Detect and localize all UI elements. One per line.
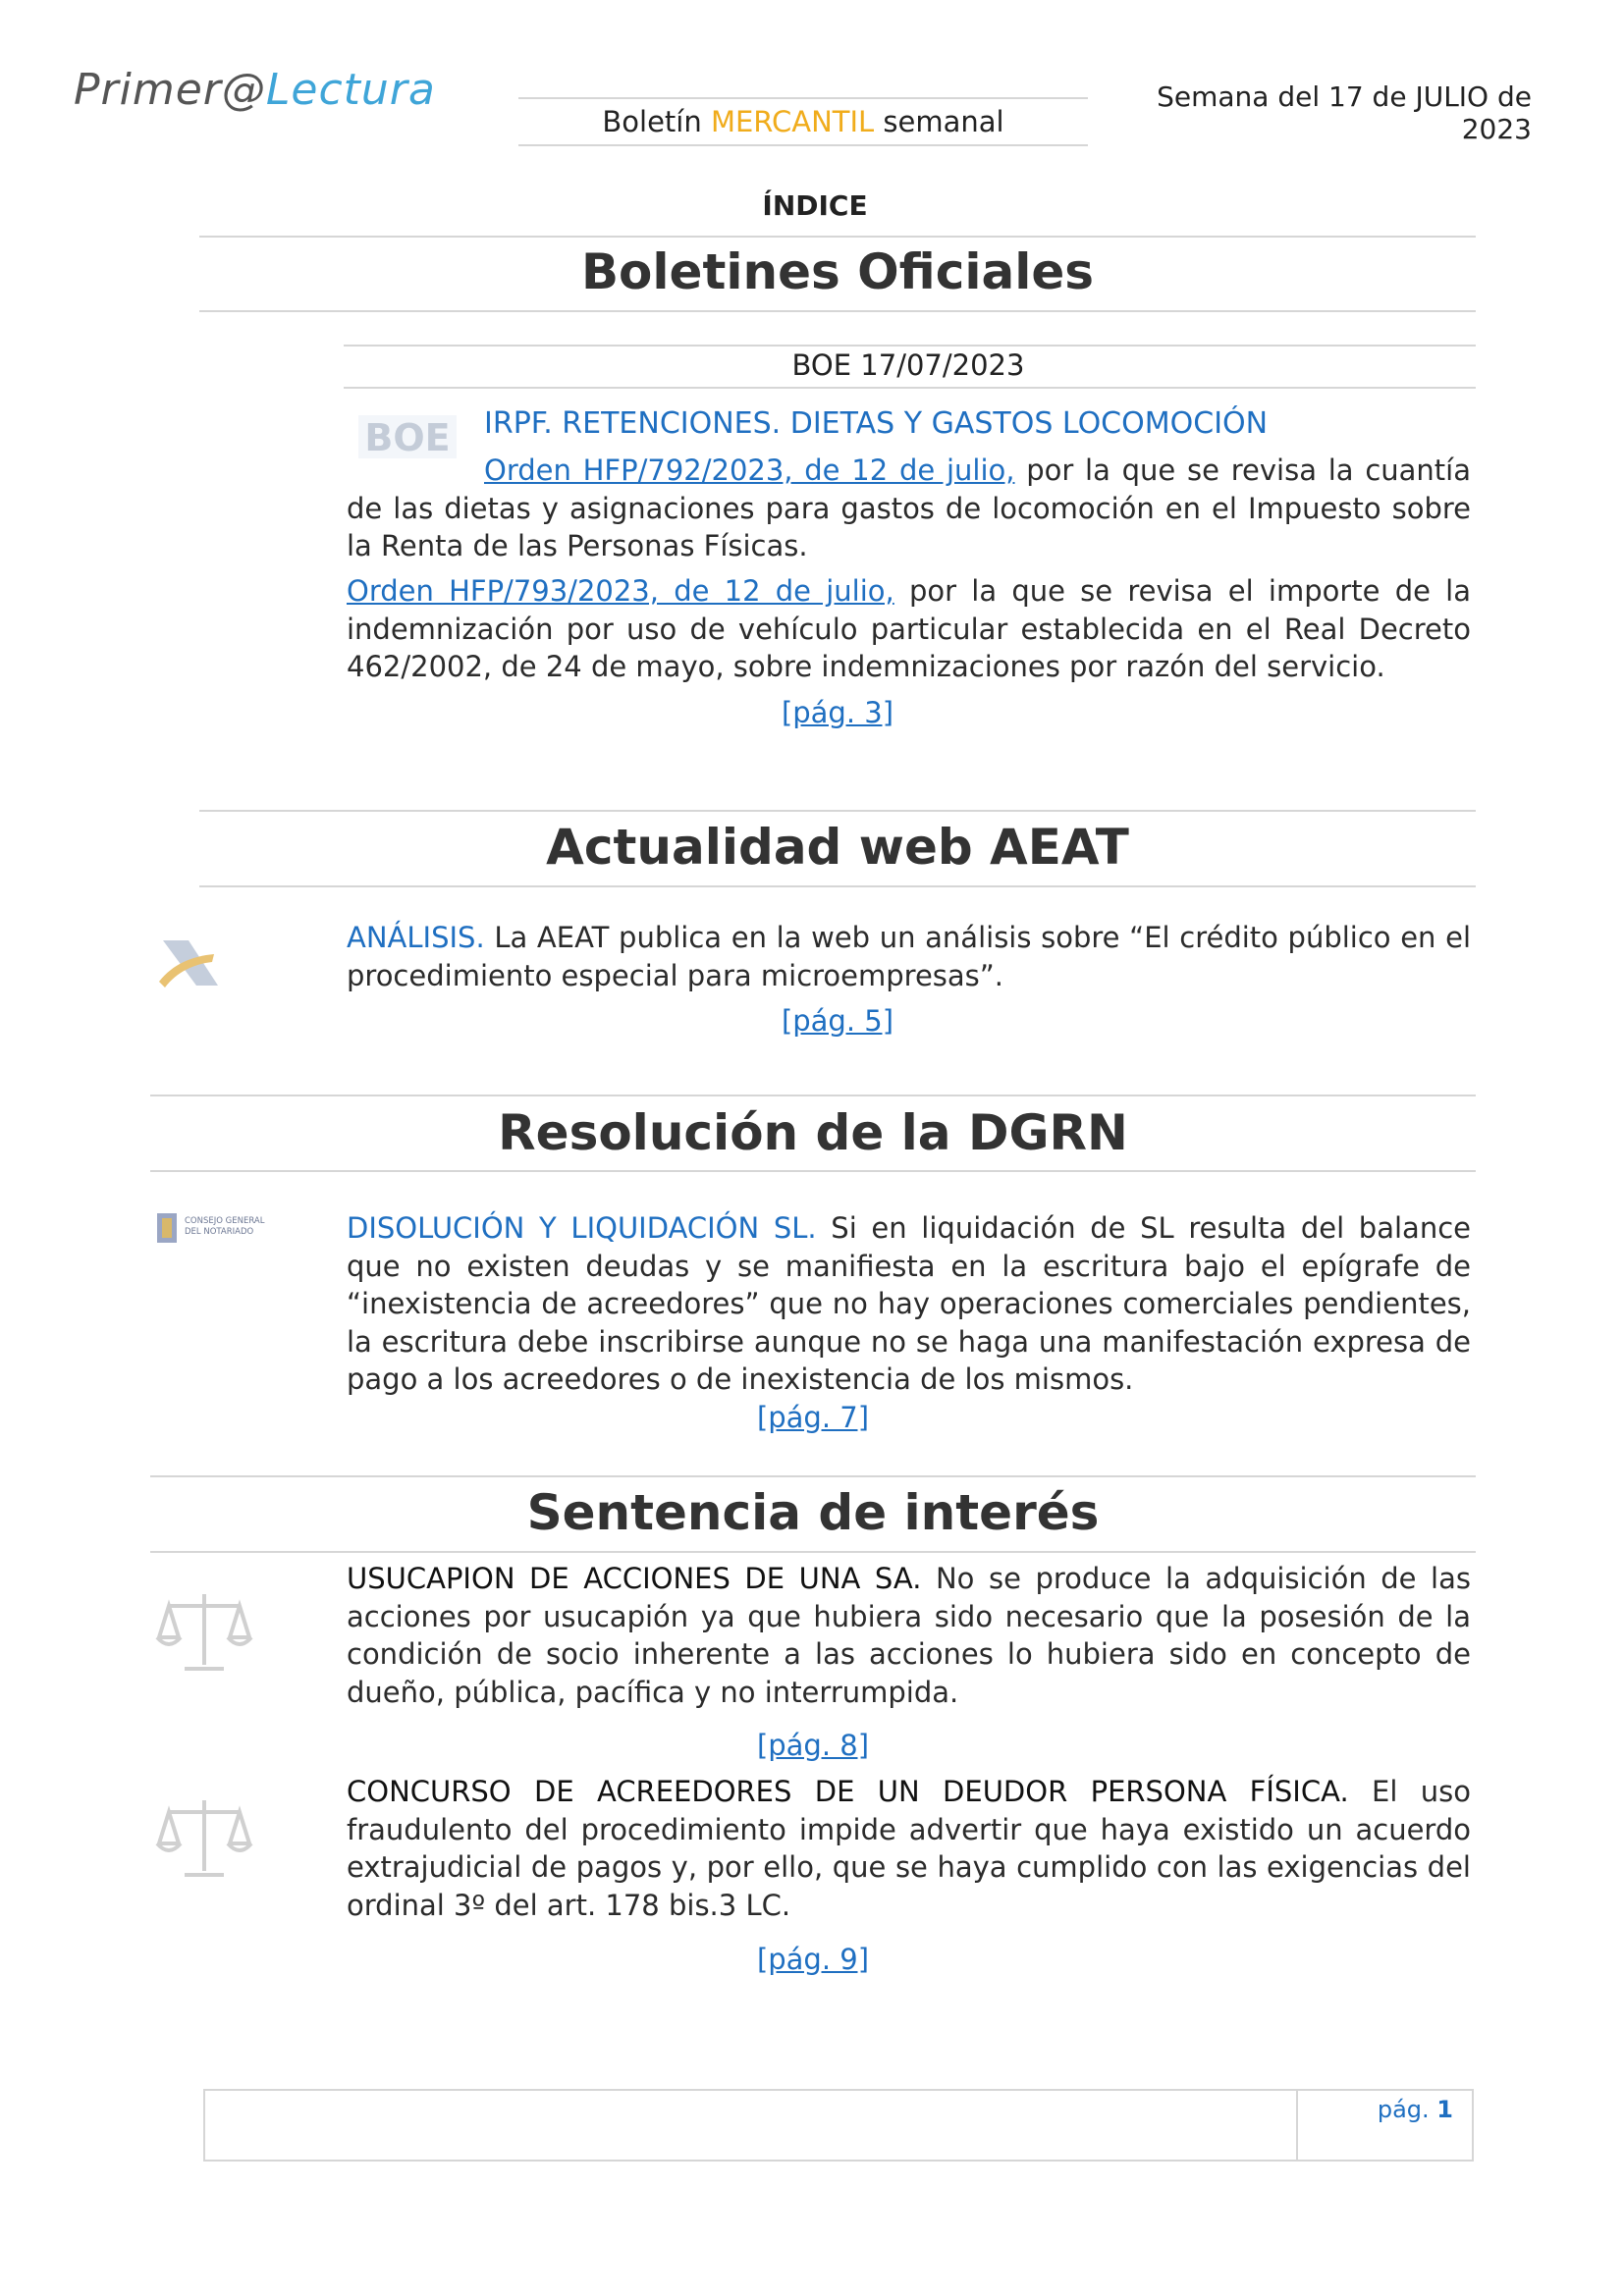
section-rule [199,810,1476,812]
boe-subheader-rule [344,387,1476,389]
page-link-container [347,1943,1279,1976]
scales-of-justice-icon [155,1792,253,1887]
boe-item-heading: IRPF. RETENCIONES. DIETAS Y GASTOS LOCOMOCIÓN [484,406,1269,441]
dgrn-item-paragraph: DISOLUCIÓN Y LIQUIDACIÓN SL. Si en liquidación de SL resulta del balance que no existen deudas y se manifiesta en la escritura bajo el epígrafe de “inexistencia de acreedores” que no hay operaciones comerciales pendientes, la escritura debe inscribirse aunque no se haga una manifestación expresa de pago a los acreedores o de inexistencia de los mismos. [347,1211,1471,1396]
section-rule [150,1551,1476,1553]
section-rule [199,310,1476,312]
section-title-aeat: Actualidad web AEAT [546,819,1129,876]
page-link-container [347,1004,1328,1038]
footer-box [203,2089,1474,2162]
section-title-sentencia: Sentencia de interés [526,1484,1100,1541]
boe-subheader-rule [344,345,1476,347]
notariado-logo [155,1209,293,1255]
scales-of-justice-icon [155,1586,253,1681]
page-3-link[interactable]: [pág. 3] [781,696,894,729]
page-5-link[interactable]: [pág. 5] [781,1004,894,1038]
orden-792-link[interactable]: Orden HFP/792/2023, de 12 de julio, [484,454,1015,487]
header-bottom-rule [518,144,1088,146]
page-7-link[interactable]: [pág. 7] [756,1401,870,1434]
aeat-item-paragraph: ANÁLISIS. La AEAT publica en la web un análisis sobre “El crédito público en el procedimiento especial para microempresas”. [347,921,1471,992]
page-link-container [347,696,1328,729]
section-rule [150,1170,1476,1172]
boe-logo-text: BOE [364,416,451,458]
index-title: ÍNDICE [762,189,868,222]
page-8-link[interactable]: [pág. 8] [756,1729,870,1762]
section-rule [150,1095,1476,1096]
bulletin-title: Boletín MERCANTIL semanal [602,105,1004,138]
sentencia-item-2-paragraph: CONCURSO DE ACREEDORES DE UN DEUDOR PERSONA FÍSICA. El uso fraudulento del procedimiento impide advertir que haya existido un acuerdo extrajudicial de pagos y, por ello, que se haya cumplido con las exigencias del ordinal 3º del art. 178 bis.3 LC. [347,1775,1471,1922]
section-rule [199,885,1476,887]
notariado-logo-line2: DEL NOTARIADO [185,1227,254,1237]
page-9-link[interactable]: [pág. 9] [756,1943,870,1976]
section-rule [199,236,1476,238]
sentencia-item-1-paragraph: USUCAPION DE ACCIONES DE UNA SA. No se produce la adquisición de las acciones por usucapión ya que hubiera sido necesario que la posesión de la condición de socio inherente a las acciones lo hubiera sido en concepto de dueño, pública, pacífica y no interrumpida. [347,1562,1471,1709]
notariado-logo-line1: CONSEJO GENERAL [185,1216,265,1226]
page-link-container [347,1401,1279,1434]
section-title-boletines: Boletines Oficiales [580,243,1095,300]
page-link-container [347,1729,1279,1762]
aeat-logo [155,934,226,993]
boe-item-paragraph-1: Orden HFP/792/2023, de 12 de julio, por la que se revisa la cuantía de las dietas y asignaciones para gastos de locomoción en el Impuesto sobre la Renta de las Personas Físicas. [347,454,1471,562]
header-top-rule [518,97,1088,99]
section-title-dgrn: Resolución de la DGRN [498,1104,1128,1161]
page-number: pág. 1 [1377,2096,1453,2123]
notariado-logo-icon [155,1209,293,1255]
week-date: Semana del 17 de JULIO de 2023 [1157,80,1532,145]
boe-item-paragraph-2: Orden HFP/793/2023, de 12 de julio, por la que se revisa el importe de la indemnización por uso de vehículo particular establecida en el Real Decreto 462/2002, de 24 de mayo, sobre indemnizaciones por razón del servicio. [347,574,1471,683]
footer-divider [1296,2089,1298,2160]
orden-793-link[interactable]: Orden HFP/793/2023, de 12 de julio, [347,574,894,608]
primer-lectura-logo: Primer@Lectura [74,65,436,115]
boe-date-subheader: BOE 17/07/2023 [791,348,1025,382]
section-rule [150,1475,1476,1477]
aeat-logo-icon [155,934,226,993]
